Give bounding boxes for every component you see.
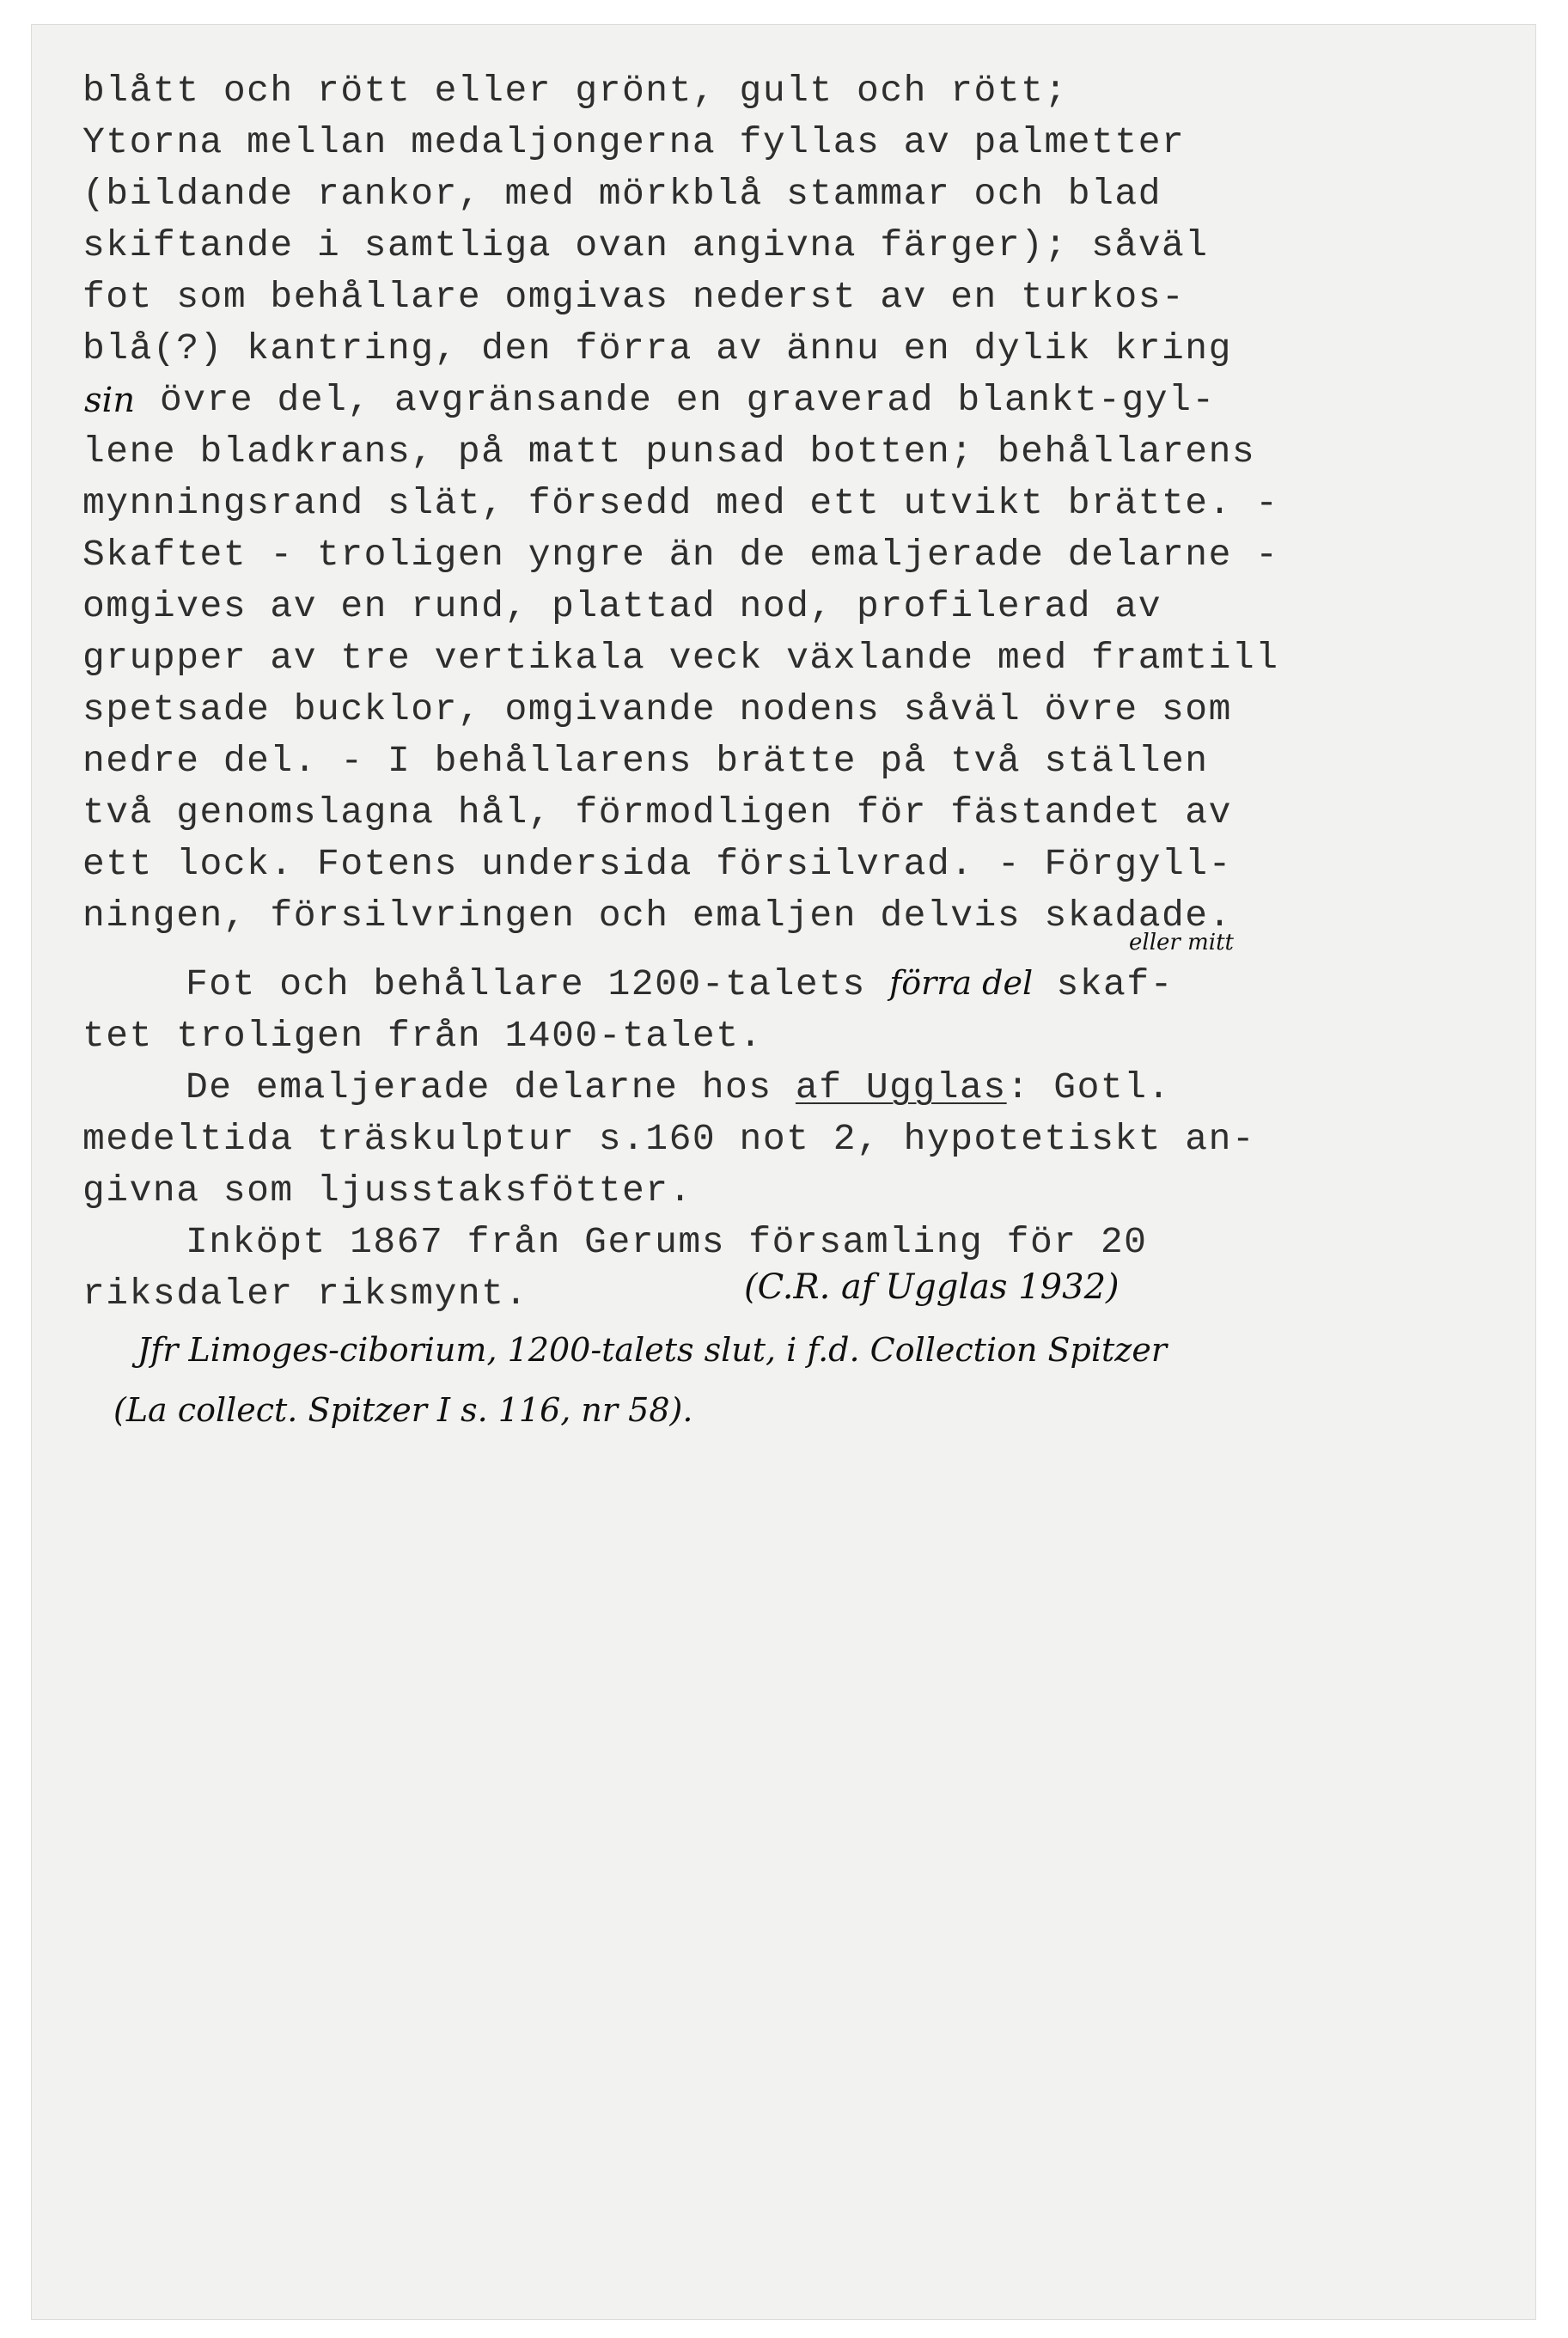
text-line-15: två genomslagna hål, förmodligen för fästandet av [82,791,1232,833]
document-page [31,24,1536,2320]
text-line-21: medeltida träskulptur s.160 not 2, hypotetiskt an- [82,1118,1256,1160]
text-line-1: blått och rött eller grönt, gult och rött; [82,70,1068,112]
text-line-20 [186,1066,1171,1108]
text-line-7: övre del, avgränsande en graverad blankt-gyl- [160,379,1216,421]
text-line-11: omgives av en rund, plattad nod, profilerad av [82,585,1162,627]
text-line-12: grupper av tre vertikala veck växlande med framtill [82,637,1279,679]
handwritten-sin: sin [84,381,136,420]
text-line-23: Inköpt 1867 från Gerums församling för 20 [186,1221,1148,1263]
handwritten-attribution: (C.R. af Ugglas 1932) [744,1267,1120,1307]
handwritten-forra-del: förra del [889,964,1034,1002]
text-line-9: mynningsrand slät, försedd med ett utvikt brätte. - [82,482,1279,524]
text-line-19: tet troligen från 1400-talet. [82,1015,763,1057]
text-line-20-start: De emaljerade delarne hos [186,1066,772,1108]
text-line-20-end: : Gotl. [1006,1066,1171,1108]
text-line-5: fot som behållare omgivas nederst av en turkos- [82,276,1186,318]
text-line-22: givna som ljusstaksfötter. [82,1169,692,1212]
handwritten-eller-mitt: eller mitt [1129,930,1234,955]
text-line-4: skiftande i samtliga ovan angivna färger); såväl [82,224,1209,266]
text-line-2: Ytorna mellan medaljongerna fyllas av palmetter [82,121,1186,163]
handwritten-note-line-2: (La collect. Spitzer I s. 116, nr 58). [113,1391,693,1429]
text-line-16: ett lock. Fotens undersida försilvrad. - Förgyll- [82,843,1232,885]
typed-text-body [31,24,1536,2320]
text-line-14: nedre del. - I behållarens brätte på två ställen [82,740,1209,782]
text-line-17: ningen, försilvringen och emaljen delvis skadade. [82,894,1232,937]
text-line-6: blå(?) kantring, den förra av ännu en dylik kring [82,327,1232,369]
text-line-13: spetsade bucklor, omgivande nodens såväl övre som [82,688,1232,730]
text-line-8: lene bladkrans, på matt punsad botten; behållarens [82,430,1256,473]
text-line-10: Skaftet - troligen yngre än de emaljerade delarne - [82,534,1279,576]
handwritten-note-line-1: Jfr Limoges-ciborium, 1200-talets slut, i f.d. Collection Spitzer [137,1331,1167,1369]
author-underlined: af Ugglas [795,1066,1007,1108]
text-line-24: riksdaler riksmynt. [82,1273,528,1315]
text-line-18 [186,963,1174,1005]
text-line-18-end: skaf- [1056,963,1174,1005]
text-line-3: (bildande rankor, med mörkblå stammar och blad [82,173,1162,215]
text-line-18-start: Fot och behållare 1200-talets [186,963,866,1005]
